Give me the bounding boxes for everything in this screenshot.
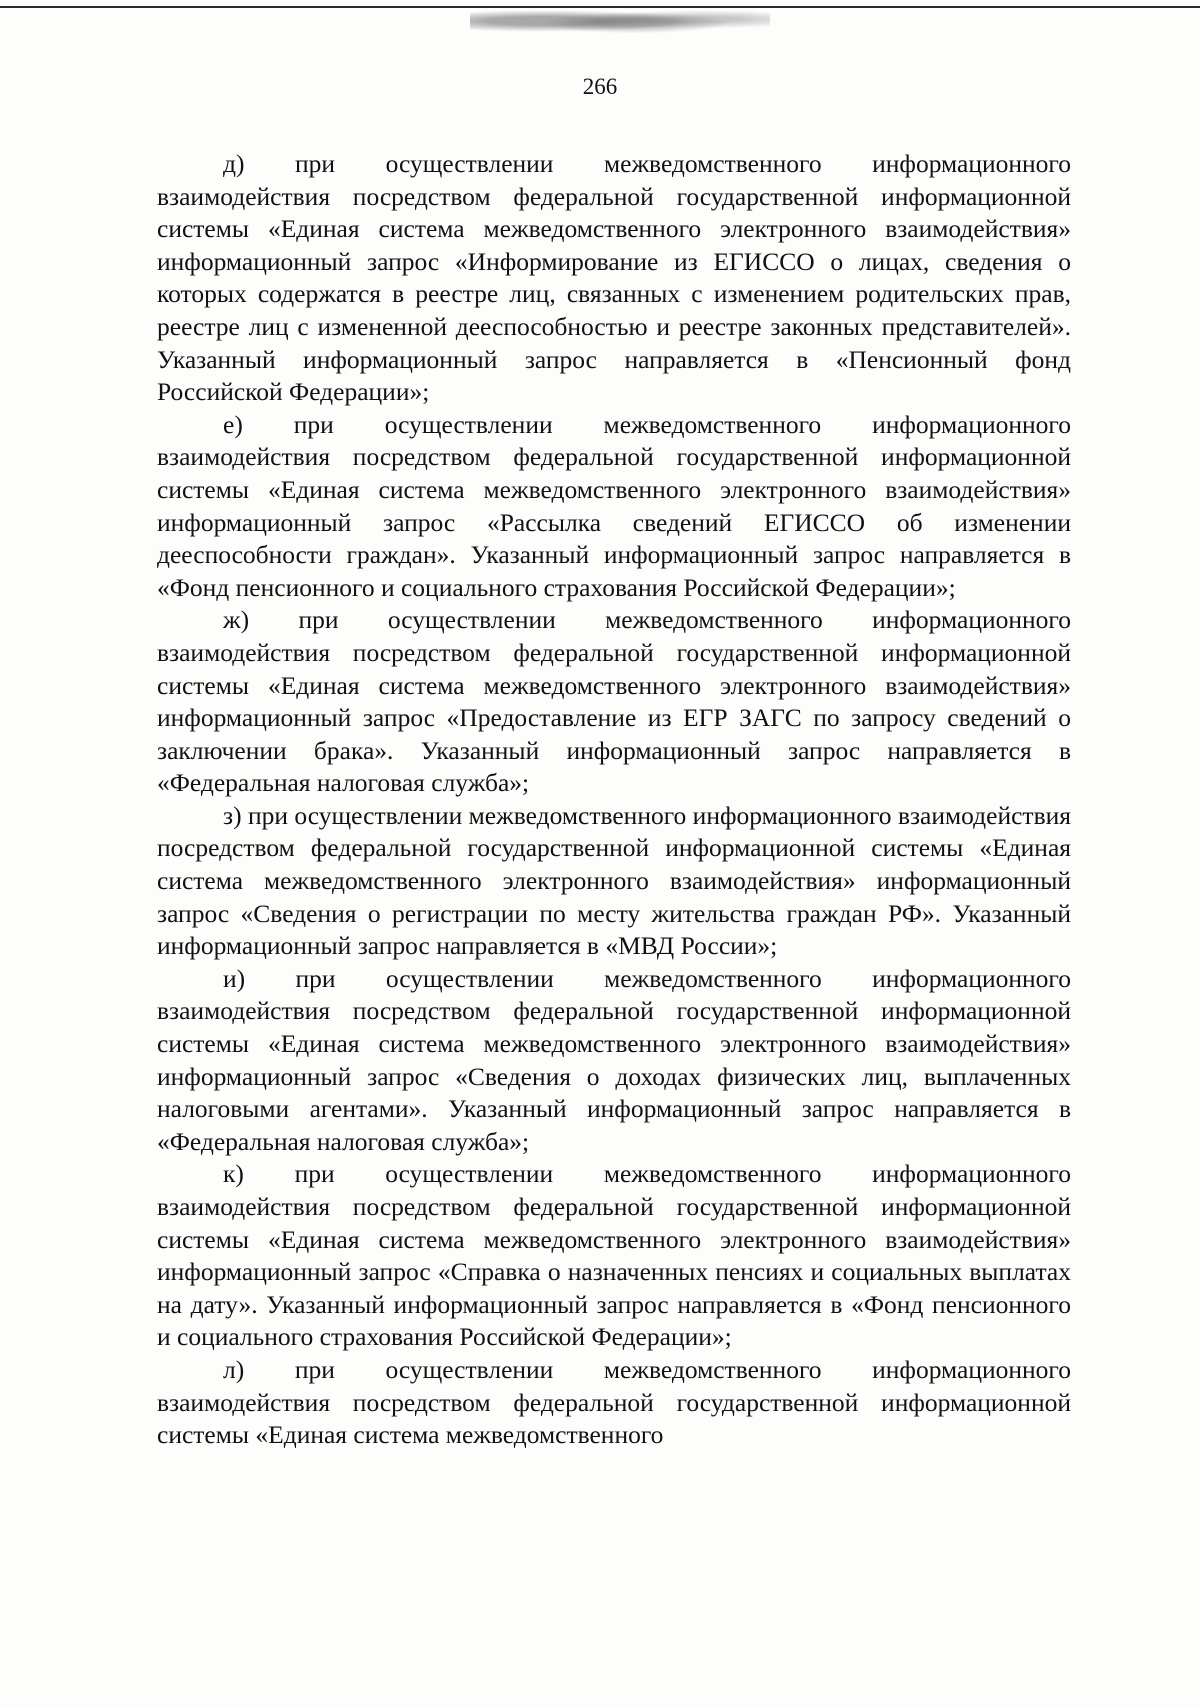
paragraph-k [157, 1158, 1071, 1354]
paragraph-label: л) [223, 1354, 245, 1384]
scan-artifact [470, 4, 770, 38]
paragraph-z [157, 800, 1071, 963]
document-body [157, 148, 1071, 1452]
paragraph-text: при осуществлении межведомственного информационного взаимодействия посредством федеральной государственной информационной системы «Единая система межведомственного электронного взаимодействия» информационный запрос «Сведения о доходах физических лиц, выплаченных налоговыми агентами». Указанный информационный запрос направляется в «Федеральная налоговая служба»; [157, 963, 1071, 1156]
paragraph-e [157, 409, 1071, 605]
paragraph-text: при осуществлении межведомственного информационного взаимодействия посредством федеральной государственной информационной системы «Единая система межведомственного [157, 1354, 1071, 1450]
paragraph-l [157, 1354, 1071, 1452]
paragraph-text: при осуществлении межведомственного информационного взаимодействия посредством федеральной государственной информационной системы «Единая система межведомственного электронного взаимодействия» информационный запрос «Сведения о регистрации по месту жительства граждан РФ». Указанный информационный запрос направляется в «МВД России»; [157, 800, 1071, 961]
paragraph-label: з) [223, 800, 242, 830]
paragraph-text: при осуществлении межведомственного информационного взаимодействия посредством федеральной государственной информационной системы «Единая система межведомственного электронного взаимодействия» информационный запрос «Предоставление из ЕГР ЗАГС по запросу сведений о заключении брака». Указанный информационный запрос направляется в «Федеральная налоговая служба»; [157, 605, 1071, 798]
paragraph-label: е) [223, 409, 243, 439]
paragraph-label: и) [223, 963, 246, 993]
paragraph-zh [157, 604, 1071, 800]
paragraph-text: при осуществлении межведомственного информационного взаимодействия посредством федеральной государственной информационной системы «Единая система межведомственного электронного взаимодействия» информационный запрос «Рассылка сведений ЕГИССО об изменении дееспособности граждан». Указанный информационный запрос направляется в «Фонд пенсионного и социального страхования Российской Федерации»; [157, 409, 1071, 602]
paragraph-label: д) [223, 149, 245, 178]
paragraph-d [157, 148, 1071, 409]
paragraph-label: к) [223, 1159, 244, 1189]
paragraph-label: ж) [223, 605, 250, 635]
paragraph-text: при осуществлении межведомственного информационного взаимодействия посредством федеральной государственной информационной системы «Единая система межведомственного электронного взаимодействия» информационный запрос «Информирование из ЕГИССО о лицах, сведения о которых содержатся в реестре лиц, связанных с изменением родительских прав, реестре лиц с измененной дееспособностью и реестре законных представителей». Указанный информационный запрос направляется в «Пенсионный фонд Российской Федерации»; [157, 149, 1071, 407]
paragraph-text: при осуществлении межведомственного информационного взаимодействия посредством федеральной государственной информационной системы «Единая система межведомственного электронного взаимодействия» информационный запрос «Справка о назначенных пенсиях и социальных выплатах на дату». Указанный информационный запрос направляется в «Фонд пенсионного и социального страхования Российской Федерации»; [157, 1159, 1071, 1352]
paragraph-i [157, 963, 1071, 1159]
page-number: 266 [582, 74, 618, 99]
